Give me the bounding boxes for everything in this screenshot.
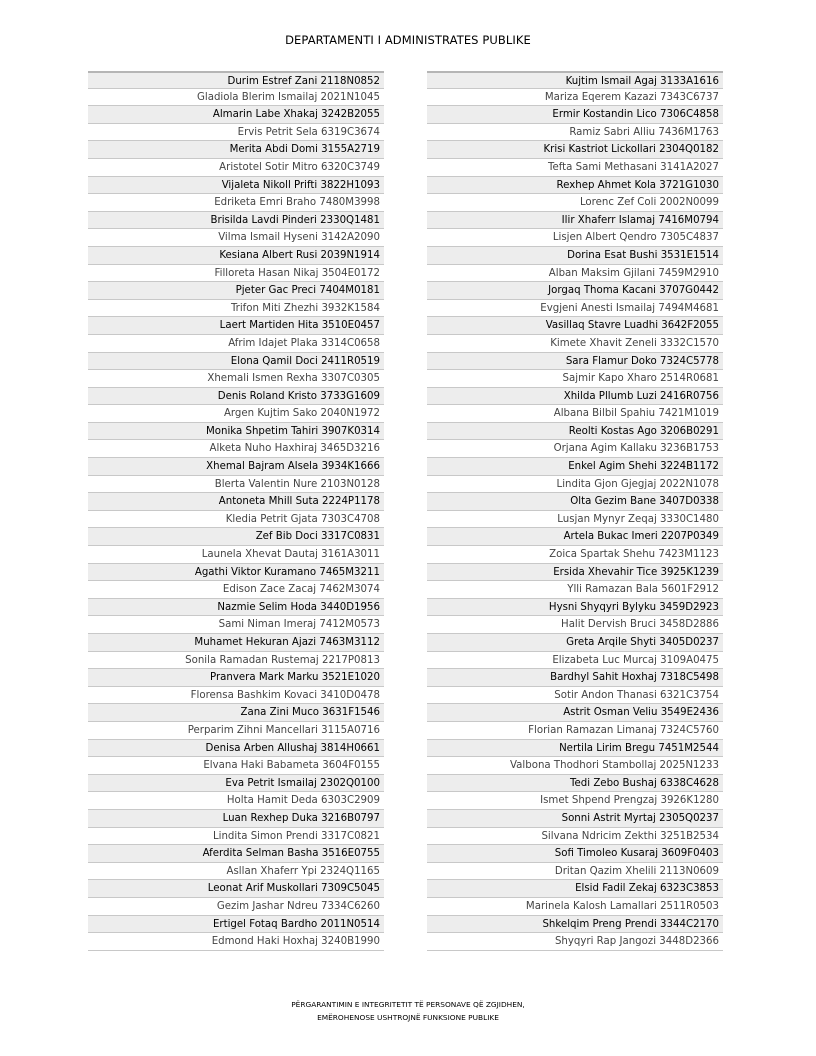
list-item: Afrim Idajet Plaka 3314C0658 bbox=[88, 335, 384, 353]
list-item: Perparim Zihni Mancellari 3115A0716 bbox=[88, 722, 384, 740]
list-item: Denis Roland Kristo 3733G1609 bbox=[88, 388, 384, 406]
list-item: Vasillaq Stavre Luadhi 3642F2055 bbox=[427, 317, 723, 335]
list-item: Durim Estref Zani 2118N0852 bbox=[88, 71, 384, 89]
list-item: Rexhep Ahmet Kola 3721G1030 bbox=[427, 177, 723, 195]
list-item: Lorenc Zef Coli 2002N0099 bbox=[427, 194, 723, 212]
list-item: Sami Niman Imeraj 7412M0573 bbox=[88, 616, 384, 634]
list-item: Tefta Sami Methasani 3141A2027 bbox=[427, 159, 723, 177]
right-name-list bbox=[427, 71, 723, 951]
list-item: Almarin Labe Xhakaj 3242B2055 bbox=[88, 106, 384, 124]
list-item: Launela Xhevat Dautaj 3161A3011 bbox=[88, 546, 384, 564]
list-item: Sonni Astrit Myrtaj 2305Q0237 bbox=[427, 810, 723, 828]
list-item: Lindita Gjon Gjegjaj 2022N1078 bbox=[427, 476, 723, 494]
list-item: Eva Petrit Ismailaj 2302Q0100 bbox=[88, 775, 384, 793]
list-item: Blerta Valentin Nure 2103N0128 bbox=[88, 476, 384, 494]
list-item: Elsid Fadil Zekaj 6323C3853 bbox=[427, 880, 723, 898]
list-item: Olta Gezim Bane 3407D0338 bbox=[427, 493, 723, 511]
list-item: Vijaleta Nikoll Prifti 3822H1093 bbox=[88, 177, 384, 195]
list-item: Aferdita Selman Basha 3516E0755 bbox=[88, 845, 384, 863]
list-item: Lusjan Mynyr Zeqaj 3330C1480 bbox=[427, 511, 723, 529]
list-item: Muhamet Hekuran Ajazi 7463M3112 bbox=[88, 634, 384, 652]
list-item: Sajmir Kapo Xharo 2514R0681 bbox=[427, 370, 723, 388]
list-item: Marinela Kalosh Lamallari 2511R0503 bbox=[427, 898, 723, 916]
list-item: Ismet Shpend Prengzaj 3926K1280 bbox=[427, 792, 723, 810]
list-item: Enkel Agim Shehi 3224B1172 bbox=[427, 458, 723, 476]
list-item: Xhilda Pllumb Luzi 2416R0756 bbox=[427, 388, 723, 406]
footer bbox=[0, 998, 816, 1024]
list-item: Lisjen Albert Qendro 7305C4837 bbox=[427, 229, 723, 247]
list-item: Albana Bilbil Spahiu 7421M1019 bbox=[427, 405, 723, 423]
list-item: Xhemali Ismen Rexha 3307C0305 bbox=[88, 370, 384, 388]
left-name-list bbox=[88, 71, 384, 951]
list-item: Zef Bib Doci 3317C0831 bbox=[88, 528, 384, 546]
list-item: Leonat Arif Muskollari 7309C5045 bbox=[88, 880, 384, 898]
list-item: Pranvera Mark Marku 3521E1020 bbox=[88, 669, 384, 687]
list-item: Ersida Xhevahir Tice 3925K1239 bbox=[427, 564, 723, 582]
list-item: Bardhyl Sahit Hoxhaj 7318C5498 bbox=[427, 669, 723, 687]
list-item: Halit Dervish Bruci 3458D2886 bbox=[427, 616, 723, 634]
list-item: Kimete Xhavit Zeneli 3332C1570 bbox=[427, 335, 723, 353]
list-item: Antoneta Mhill Suta 2224P1178 bbox=[88, 493, 384, 511]
list-item: Greta Arqile Shyti 3405D0237 bbox=[427, 634, 723, 652]
list-item: Agathi Viktor Kuramano 7465M3211 bbox=[88, 564, 384, 582]
list-item: Kesiana Albert Rusi 2039N1914 bbox=[88, 247, 384, 265]
list-item: Sonila Ramadan Rustemaj 2217P0813 bbox=[88, 652, 384, 670]
list-item: Hysni Shyqyri Bylyku 3459D2923 bbox=[427, 599, 723, 617]
list-item: Mariza Eqerem Kazazi 7343C6737 bbox=[427, 89, 723, 107]
list-item: Edriketa Emri Braho 7480M3998 bbox=[88, 194, 384, 212]
list-item: Evgjeni Anesti Ismailaj 7494M4681 bbox=[427, 300, 723, 318]
list-item: Sotir Andon Thanasi 6321C3754 bbox=[427, 687, 723, 705]
list-item: Elvana Haki Babameta 3604F0155 bbox=[88, 757, 384, 775]
list-item: Laert Martiden Hita 3510E0457 bbox=[88, 317, 384, 335]
list-item: Xhemal Bajram Alsela 3934K1666 bbox=[88, 458, 384, 476]
list-item: Luan Rexhep Duka 3216B0797 bbox=[88, 810, 384, 828]
list-item: Valbona Thodhori Stambollaj 2025N1233 bbox=[427, 757, 723, 775]
list-item: Kujtim Ismail Agaj 3133A1616 bbox=[427, 71, 723, 89]
list-item: Ylli Ramazan Bala 5601F2912 bbox=[427, 581, 723, 599]
list-item: Ermir Kostandin Lico 7306C4858 bbox=[427, 106, 723, 124]
list-item: Gezim Jashar Ndreu 7334C6260 bbox=[88, 898, 384, 916]
list-item: Ramiz Sabri Alliu 7436M1763 bbox=[427, 124, 723, 142]
list-item: Florensa Bashkim Kovaci 3410D0478 bbox=[88, 687, 384, 705]
list-item: Gladiola Blerim Ismailaj 2021N1045 bbox=[88, 89, 384, 107]
list-item: Jorgaq Thoma Kacani 3707G0442 bbox=[427, 282, 723, 300]
list-item: Astrit Osman Veliu 3549E2436 bbox=[427, 704, 723, 722]
list-item: Ertigel Fotaq Bardho 2011N0514 bbox=[88, 916, 384, 934]
list-item: Nertila Lirim Bregu 7451M2544 bbox=[427, 740, 723, 758]
list-item: Lindita Simon Prendi 3317C0821 bbox=[88, 828, 384, 846]
list-item: Elizabeta Luc Murcaj 3109A0475 bbox=[427, 652, 723, 670]
list-item: Kledia Petrit Gjata 7303C4708 bbox=[88, 511, 384, 529]
list-item: Edmond Haki Hoxhaj 3240B1990 bbox=[88, 933, 384, 951]
list-item: Artela Bukac Imeri 2207P0349 bbox=[427, 528, 723, 546]
list-item: Trifon Miti Zhezhi 3932K1584 bbox=[88, 300, 384, 318]
list-item: Brisilda Lavdi Pinderi 2330Q1481 bbox=[88, 212, 384, 230]
list-item: Vilma Ismail Hyseni 3142A2090 bbox=[88, 229, 384, 247]
list-item: Florian Ramazan Limanaj 7324C5760 bbox=[427, 722, 723, 740]
list-item: Sofi Timoleo Kusaraj 3609F0403 bbox=[427, 845, 723, 863]
list-item: Shyqyri Rap Jangozi 3448D2366 bbox=[427, 933, 723, 951]
list-item: Zana Zini Muco 3631F1546 bbox=[88, 704, 384, 722]
list-item: Silvana Ndricim Zekthi 3251B2534 bbox=[427, 828, 723, 846]
footer-line-2: EMËROHENOSE USHTROJNË FUNKSIONE PUBLIKE bbox=[317, 1013, 499, 1022]
page-title: DEPARTAMENTI I ADMINISTRATES PUBLIKE bbox=[285, 33, 531, 47]
list-item: Tedi Zebo Bushaj 6338C4628 bbox=[427, 775, 723, 793]
list-item: Monika Shpetim Tahiri 3907K0314 bbox=[88, 423, 384, 441]
list-item: Alketa Nuho Haxhiraj 3465D3216 bbox=[88, 440, 384, 458]
list-item: Denisa Arben Allushaj 3814H0661 bbox=[88, 740, 384, 758]
list-item: Alban Maksim Gjilani 7459M2910 bbox=[427, 265, 723, 283]
list-item: Ilir Xhaferr Islamaj 7416M0794 bbox=[427, 212, 723, 230]
list-item: Nazmie Selim Hoda 3440D1956 bbox=[88, 599, 384, 617]
list-item: Orjana Agim Kallaku 3236B1753 bbox=[427, 440, 723, 458]
list-item: Asllan Xhaferr Ypi 2324Q1165 bbox=[88, 863, 384, 881]
list-item: Edison Zace Zacaj 7462M3074 bbox=[88, 581, 384, 599]
list-item: Ervis Petrit Sela 6319C3674 bbox=[88, 124, 384, 142]
list-item: Merita Abdi Domi 3155A2719 bbox=[88, 141, 384, 159]
list-item: Elona Qamil Doci 2411R0519 bbox=[88, 353, 384, 371]
list-item: Aristotel Sotir Mitro 6320C3749 bbox=[88, 159, 384, 177]
list-item: Dorina Esat Bushi 3531E1514 bbox=[427, 247, 723, 265]
footer-line-1: PËRGARANTIMIN E INTEGRITETIT TË PERSONAVE QË ZGJIDHEN, bbox=[291, 1000, 525, 1009]
list-item: Zoica Spartak Shehu 7423M1123 bbox=[427, 546, 723, 564]
list-item: Pjeter Gac Preci 7404M0181 bbox=[88, 282, 384, 300]
list-item: Krisi Kastriot Lickollari 2304Q0182 bbox=[427, 141, 723, 159]
list-item: Dritan Qazim Xhelili 2113N0609 bbox=[427, 863, 723, 881]
list-item: Holta Hamit Deda 6303C2909 bbox=[88, 792, 384, 810]
list-item: Shkelqim Preng Prendi 3344C2170 bbox=[427, 916, 723, 934]
list-item: Reolti Kostas Ago 3206B0291 bbox=[427, 423, 723, 441]
list-item: Argen Kujtim Sako 2040N1972 bbox=[88, 405, 384, 423]
list-item: Filloreta Hasan Nikaj 3504E0172 bbox=[88, 265, 384, 283]
list-item: Sara Flamur Doko 7324C5778 bbox=[427, 353, 723, 371]
